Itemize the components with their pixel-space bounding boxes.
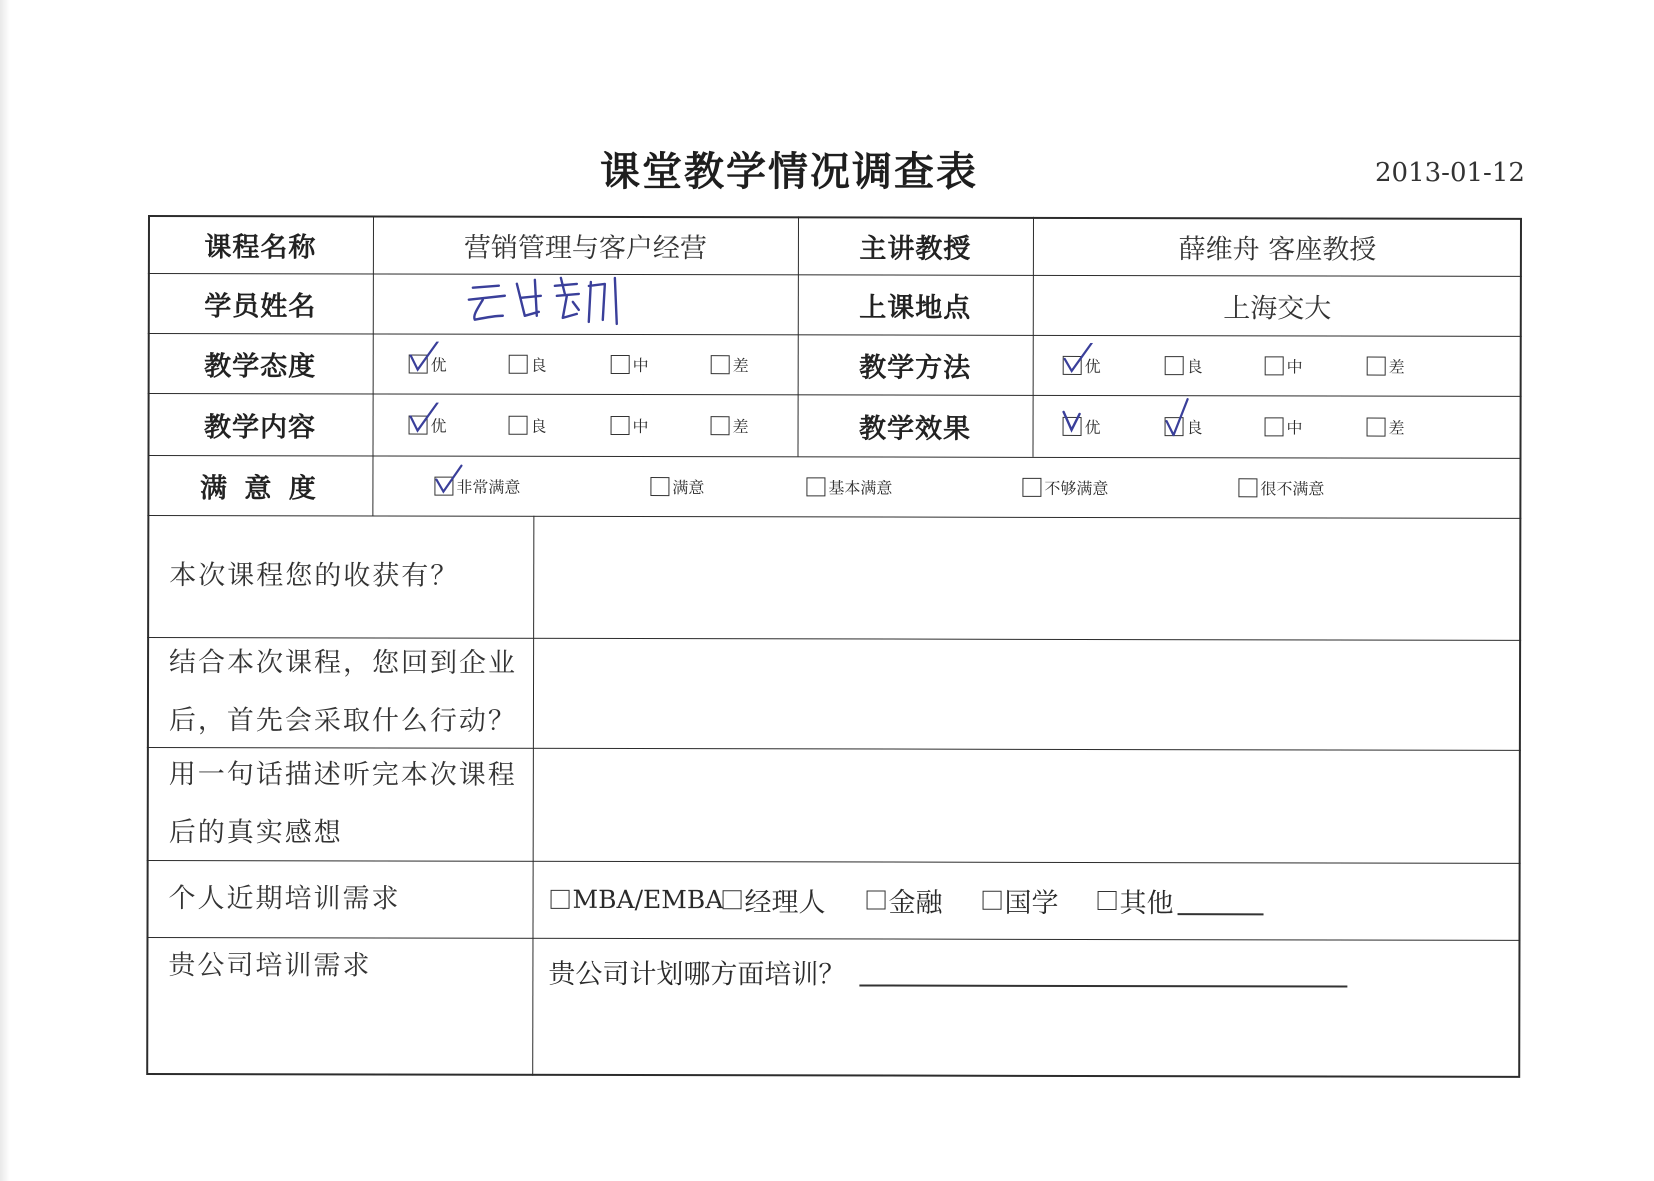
option-label: 优 [1084, 356, 1101, 376]
checkbox[interactable] [983, 891, 1002, 910]
option-label: 差 [732, 355, 749, 375]
effect-option-excellent[interactable] [1063, 414, 1101, 437]
attitude-options [373, 333, 798, 394]
checkbox[interactable] [1063, 416, 1082, 435]
question-feeling-line1: 用一句话描述听完本次课程 [168, 758, 517, 791]
checkbox[interactable] [409, 354, 428, 373]
training-option-finance[interactable] [867, 881, 943, 920]
form-date: 2013-01-12 [1375, 158, 1525, 188]
question-action [147, 637, 533, 748]
checkbox[interactable] [723, 890, 742, 909]
answer-action-field[interactable] [533, 638, 1521, 750]
satisfaction-option-basic[interactable] [806, 475, 892, 498]
check-mark-icon [1062, 342, 1098, 376]
form-title: 课堂教学情况调查表 [600, 149, 978, 195]
satisfaction-option-very-satisfied[interactable] [434, 474, 520, 497]
other-blank-line[interactable] [1178, 887, 1264, 915]
content-option-excellent[interactable] [409, 413, 447, 436]
checkbox[interactable] [409, 415, 428, 434]
checkbox[interactable] [551, 890, 570, 909]
check-mark-icon [433, 463, 469, 497]
option-label: 良 [1186, 356, 1203, 376]
page-edge-shadow [0, 0, 10, 1181]
option-label: 很不满意 [1260, 478, 1325, 498]
satisfaction-option-not-enough[interactable] [1022, 475, 1108, 498]
checkbox[interactable] [1367, 356, 1386, 375]
checkbox[interactable] [650, 477, 669, 496]
professor-value: 薛维舟 客座教授 [1178, 233, 1377, 266]
company-needs-cell [532, 938, 1520, 1078]
check-mark-icon [1062, 403, 1098, 437]
option-label: 差 [1388, 357, 1405, 377]
answer-feeling-field[interactable] [533, 748, 1521, 863]
location-value: 上海交大 [1223, 292, 1332, 324]
question-feeling-line2: 后的真实感想 [168, 816, 343, 848]
option-label: 基本满意 [828, 477, 893, 498]
option-label: 良 [1186, 417, 1203, 437]
method-options [1033, 335, 1522, 396]
option-label: 优 [430, 355, 447, 375]
checkbox[interactable] [711, 355, 730, 374]
question-action-line1: 结合本次课程，您回到企业 [169, 647, 518, 679]
option-label: 中 [632, 416, 649, 436]
checkbox[interactable] [1022, 477, 1041, 496]
option-label: 其他 [1119, 888, 1174, 920]
method-option-good[interactable] [1165, 354, 1203, 377]
checkbox[interactable] [1238, 478, 1257, 497]
method-option-poor[interactable] [1367, 354, 1405, 377]
student-signature [465, 266, 645, 330]
option-label: 中 [632, 355, 649, 375]
effect-option-average[interactable] [1265, 415, 1303, 438]
attitude-option-excellent[interactable] [409, 352, 447, 375]
attitude-label: 教学态度 [204, 350, 317, 382]
training-option-chinese-studies[interactable] [983, 881, 1059, 920]
content-options [372, 393, 797, 456]
company-needs-blank-line[interactable] [859, 958, 1347, 987]
checkbox[interactable] [867, 891, 886, 910]
checkbox[interactable] [1265, 356, 1284, 375]
option-label: 不够满意 [1044, 478, 1109, 498]
checkbox[interactable] [1367, 417, 1386, 436]
training-needs-label: 个人近期培训需求 [168, 882, 401, 915]
option-label: 非常满意 [456, 477, 521, 497]
option-label: 差 [732, 416, 749, 436]
checkbox[interactable] [434, 476, 453, 495]
check-mark-icon [408, 402, 444, 436]
survey-form [146, 215, 1522, 1078]
attitude-option-good[interactable] [509, 352, 547, 375]
checkbox[interactable] [611, 415, 630, 434]
company-needs-prompt [548, 952, 1347, 993]
content-option-poor[interactable] [711, 414, 749, 437]
location-label: 上课地点 [859, 291, 972, 324]
option-label: 中 [1286, 417, 1303, 437]
option-label: 优 [430, 416, 447, 436]
checkbox[interactable] [509, 415, 528, 434]
checkbox[interactable] [509, 354, 528, 373]
professor-label: 主讲教授 [859, 232, 972, 265]
effect-option-good[interactable] [1165, 415, 1203, 438]
check-mark-icon [1164, 396, 1200, 436]
method-label: 教学方法 [859, 351, 972, 384]
option-label: 金融 [888, 887, 943, 919]
method-option-excellent[interactable] [1063, 353, 1101, 376]
effect-label: 教学效果 [859, 412, 972, 445]
option-label: 良 [530, 416, 547, 436]
option-label: 差 [1388, 418, 1405, 438]
checkbox[interactable] [1265, 417, 1284, 436]
satisfaction-options [372, 455, 1521, 517]
answer-gain-field[interactable] [533, 516, 1521, 640]
method-option-average[interactable] [1265, 354, 1303, 377]
option-label: 国学 [1004, 887, 1059, 919]
checkbox[interactable] [806, 477, 825, 496]
checkbox[interactable] [1165, 417, 1184, 436]
checkbox[interactable] [1165, 356, 1184, 375]
satisfaction-option-very-unsatisfied[interactable] [1238, 476, 1324, 499]
effect-options [1032, 395, 1521, 458]
company-needs-label: 贵公司培训需求 [168, 950, 372, 982]
course-name-label: 课程名称 [204, 231, 317, 263]
option-label: 中 [1286, 356, 1303, 376]
satisfaction-option-satisfied[interactable] [650, 475, 704, 498]
course-name-value: 营销管理与客户经营 [463, 232, 707, 264]
content-option-average[interactable] [611, 413, 649, 436]
content-option-good[interactable] [509, 413, 547, 436]
question-action-line2: 后，首先会采取什么行动？ [168, 705, 517, 737]
option-label: 优 [1084, 417, 1101, 437]
option-label: 满意 [672, 477, 705, 497]
option-label: 经理人 [744, 887, 826, 919]
option-label: MBA/EMBA [572, 884, 724, 915]
checkbox[interactable] [1063, 355, 1082, 374]
check-mark-icon [408, 341, 444, 375]
content-label: 教学内容 [204, 411, 317, 443]
effect-option-poor[interactable] [1367, 415, 1405, 438]
option-label: 良 [530, 355, 547, 375]
attitude-option-average[interactable] [611, 352, 649, 375]
question-feeling [147, 747, 533, 861]
checkbox[interactable] [711, 416, 730, 435]
training-option-manager[interactable] [723, 880, 826, 919]
satisfaction-label: 满 意 度 [199, 472, 320, 504]
company-needs-label-cell [146, 937, 532, 1076]
training-needs-options [532, 861, 1520, 940]
checkbox[interactable] [1098, 891, 1117, 910]
training-option-other[interactable] [1098, 881, 1264, 920]
attitude-option-poor[interactable] [711, 353, 749, 376]
training-option-mba[interactable] [551, 885, 724, 914]
question-gain: 本次课程您的收获有？ [169, 560, 460, 592]
student-name-cell[interactable] [373, 273, 798, 334]
company-needs-prompt-text: 贵公司计划哪方面培训？ [548, 958, 846, 991]
checkbox[interactable] [611, 354, 630, 373]
student-name-label: 学员姓名 [204, 290, 317, 322]
